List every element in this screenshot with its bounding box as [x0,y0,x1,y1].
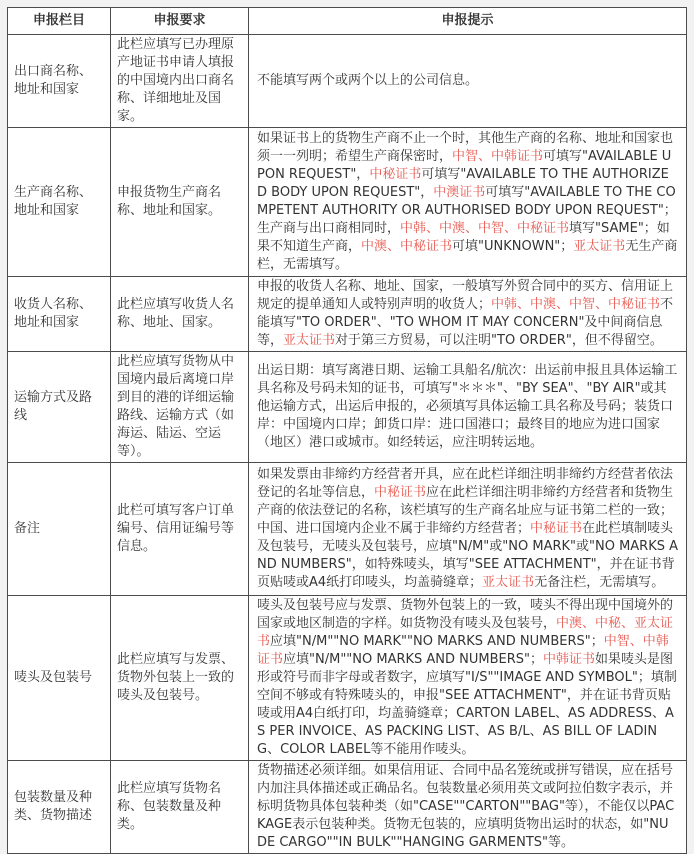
certificate-highlight-text: 中秘证书 [369,167,422,182]
tips-cell [249,761,687,854]
tips-text: 唛头及包装号应与发票、货物外包装上的一致，唛头不得出现中国境外的国家或地区制造的字样。如货物没有唛头及包装号， [257,598,674,631]
item-cell: 出口商名称、地址和国家 [8,35,111,128]
certificate-highlight-text: 中澳证书 [433,185,486,200]
table-body [8,35,687,854]
tips-text: 不能填写"TO ORDER"、"TO WHOM IT MAY CONCERN"及中间商信息等， [257,297,674,348]
item-cell: 唛头及包装号 [8,596,111,761]
tips-text: 如果唛头是图形或符号而非字母或者数字，应填写"I/S""IMAGE AND SYMBOL"；填制空间不够或有特殊唛头的，申报"SEE ATTACHMENT"，并在证书背页贴唛或用A4白纸打印，均盖骑缝章；CARTON LABEL、AS ADDRESS、AS PER INVOICE、AS PACKING LIST、AS B/L、AS BILL OF LADING、COLOR LABEL等不能用作唛头。 [257,652,677,757]
table-row [8,128,687,277]
tips-cell [249,596,687,761]
tips-text: 如果证书上的货物生产商不止一个时，其他生产商的名称、地址和国家也须一一列明；希望生产商保密时， [257,131,674,164]
item-cell: 运输方式及路线 [8,352,111,463]
item-cell: 生产商名称、地址和国家 [8,128,111,277]
tips-text: 可填写"AVAILABLE UPON REQUEST"， [257,149,672,182]
tips-text: 对于第三方贸易，可以注明"TO ORDER"，但不得留空。 [335,333,663,348]
table-row [8,463,687,596]
tips-cell [249,128,687,277]
tips-cell [249,352,687,463]
tips-text: 在此栏填制唛头及包装号，无唛头及包装号，应填"N/M"或"NO MARK"或"NO MARKS AND NUMBERS"，如特殊唛头，填写"SEE ATTACHMENT"，并在证书背页贴唛或A4纸打印唛头，均盖骑缝章； [257,521,679,590]
item-cell: 备注 [8,463,111,596]
requirement-cell: 申报货物生产商名称、地址和国家。 [111,128,249,277]
table-row [8,35,687,128]
tips-text: 货物描述必须详细。如果信用证、合同中品名笼统或拼写错误，应在括号内加注具体描述或正确品名。包装数量必须用英文或阿拉伯数字表示，并标明货物具体包装种类（如"CASE""CARTON""BAG"等），不能仅以PACKAGE表示包装种类。货物无包装的，应填明货物出运时的状态，如"NUDE CARGO""IN BULK""HANGING GARMENTS"等。 [257,763,675,850]
tips-cell [249,277,687,352]
certificate-highlight-text: 中澳、中秘、亚太证书 [257,616,674,649]
item-cell: 包装数量及种类、货物描述 [8,761,111,854]
tips-cell [249,35,687,128]
tips-text: 填写"SAME"；如果不知道生产商， [257,221,670,254]
header-row [8,8,687,35]
requirement-cell: 此栏应填写货物名称、包装数量及种类。 [111,761,249,854]
table-row [8,761,687,854]
tips-text: 无生产商栏，无需填写。 [257,239,678,272]
certificate-highlight-text: 中韩、中澳、中智、中秘证书 [400,221,570,236]
declaration-table [7,7,687,854]
tips-text: 应填"N/M""NO MARK""NO MARKS AND NUMBERS"； [270,634,604,649]
declaration-table-container [7,7,687,854]
requirement-cell: 此栏应填写已办理原产地证书申请人填报的中国境内出口商名称、详细地址及国家。 [111,35,249,128]
certificate-highlight-text: 中澳、中秘证书 [361,239,453,254]
tips-text: 不能填写两个或两个以上的公司信息。 [257,73,479,88]
certificate-highlight-text: 中秘证书 [530,521,583,536]
certificate-highlight-text: 亚太证书 [573,239,626,254]
table-row [8,596,687,761]
certificate-highlight-text: 亚太证书 [283,333,336,348]
tips-text: 可填写"AVAILABLE TO THE COMPETENT AUTHORITY OR AUTHORISED BODY UPON REQUEST"；生产商与出口商相同时， [257,185,677,236]
requirement-cell: 此栏应填写货物从中国境内最后离境口岸到目的港的详细运输路线、运输方式（如海运、陆运、空运等）。 [111,352,249,463]
requirement-cell: 此栏应填写与发票、货物外包装上一致的唛头及包装号。 [111,596,249,761]
certificate-highlight-text: 亚太证书 [482,575,535,590]
requirement-cell: 此栏应填写收货人名称、地址、国家。 [111,277,249,352]
tips-text: 可填"UNKNOWN"； [452,239,574,254]
tips-cell [249,463,687,596]
column-header-item: 申报栏目 [8,8,111,35]
certificate-highlight-text: 中韩证书 [543,652,596,667]
column-header-tips: 申报提示 [249,8,687,35]
requirement-cell: 此栏可填写客户订单编号、信用证编号等信息。 [111,463,249,596]
tips-text: 申报的收货人名称、地址、国家，一般填写外贸合同中的买方、信用证上规定的提单通知人或特别声明的收货人； [257,279,674,312]
tips-text: 可填写"AVAILABLE TO THE AUTHORIZED BODY UPON REQUEST"， [257,167,669,200]
certificate-highlight-text: 中秘证书 [374,485,427,500]
tips-text: 无备注栏，无需填写。 [534,575,665,590]
certificate-highlight-text: 中智、中韩证书 [452,149,544,164]
tips-text: 如果发票由非缔约方经营者开具，应在此栏详细注明非缔约方经营者依法登记的名址等信息， [257,467,674,500]
tips-text: 出运日期：填写离港日期、运输工具船名/航次：出运前申报且具体运输工具名称及号码未知的证书，可填写"＊＊＊"、"BY SEA"、"BY AIR"或其他运输方式，出运后申报的，必须填写具体运输工具名称及号码；装货口岸：中国境内口岸；卸货口岸：进口国港口；最终目的地应为进口国家（地区）港口或城市。如经转运，应注明转运地。 [257,363,678,450]
table-row [8,277,687,352]
table-header [8,8,687,35]
tips-text: 应在此栏详细注明非缔约方经营者和货物生产商的依法登记的名称，该栏填写的生产商名址应与证书第二栏的一致；中国、进口国境内企业不属于非缔约方经营者； [257,485,674,536]
certificate-highlight-text: 中韩、中澳、中智、中秘证书 [491,297,661,312]
certificate-highlight-text: 中智、中韩证书 [257,634,669,667]
table-row [8,352,687,463]
column-header-requirement: 申报要求 [111,8,249,35]
tips-text: 应填"N/M""NO MARKS AND NUMBERS"； [283,652,544,667]
item-cell: 收货人名称、地址和国家 [8,277,111,352]
